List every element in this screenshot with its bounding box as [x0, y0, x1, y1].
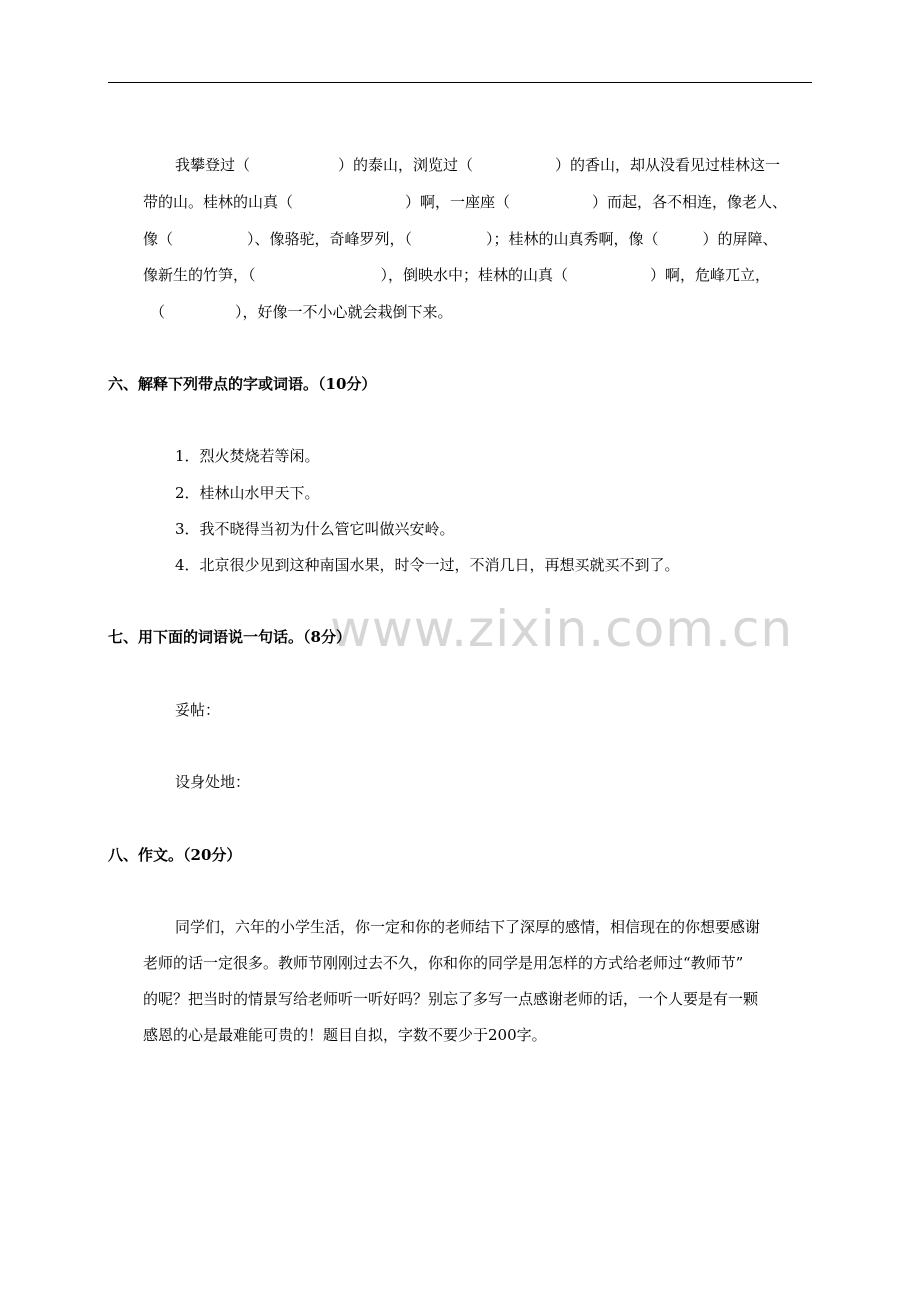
- passage-text: （: [150, 303, 166, 321]
- section-6-item-3: 3．我不晓得当初为什么管它叫做兴安岭。: [175, 520, 455, 538]
- passage-text: ）的屏障、: [702, 230, 778, 248]
- passage-text: ）的泰山，浏览过（: [338, 156, 474, 174]
- passage-text: ），好像一不小心就会栽倒下来。: [235, 303, 453, 321]
- section-6-item-2: 2．桂林山水甲天下。: [175, 484, 320, 502]
- passage-text: ）的香山，却从没看见过桂林这一: [555, 156, 781, 174]
- watermark: www.zixin.com.cn: [330, 600, 794, 658]
- section-6-heading: 六、解释下列带点的字或词语。（10分）: [108, 375, 377, 393]
- section-7-word-1: 妥帖：: [175, 701, 221, 719]
- essay-prompt-line-3: 的呢？把当时的情景写给老师听一听好吗？别忘了多写一点感谢老师的话，一个人要是有一颗: [143, 990, 759, 1008]
- passage-text: ）；桂林的山真秀啊，像（: [486, 230, 659, 248]
- section-6-item-1: 1．烈火焚烧若等闲。: [175, 447, 320, 465]
- passage-text: ）啊，危峰兀立，: [650, 266, 771, 284]
- passage-text: ）、像骆驼，奇峰罗列，（: [247, 230, 413, 248]
- passage-text: ）啊，一座座（: [405, 193, 511, 211]
- passage-text: 像（: [143, 230, 174, 248]
- essay-prompt-line-2: 老师的话一定很多。教师节刚刚过去不久，你和你的同学是用怎样的方式给老师过“教师节”: [143, 954, 744, 972]
- passage-line-3: [143, 229, 778, 249]
- passage-text: ）而起，各不相连，像老人、: [592, 193, 788, 211]
- passage-text: ），倒映水中；桂林的山真（: [380, 266, 569, 284]
- passage-line-2: [143, 192, 787, 212]
- passage-text: 像新生的竹笋，（: [143, 266, 256, 284]
- section-8-heading: 八、作文。（20分）: [108, 846, 242, 864]
- passage-text: 带的山。桂林的山真（: [143, 193, 294, 211]
- essay-prompt-line-4: 感恩的心是最难能可贵的！题目自拟，字数不要少于200字。: [143, 1026, 547, 1044]
- passage-text: 我攀登过（: [175, 156, 251, 174]
- section-7-heading: 七、用下面的词语说一句话。（8分）: [108, 628, 351, 646]
- passage-line-1: [175, 155, 780, 175]
- passage-line-5: [150, 302, 453, 322]
- essay-prompt-line-1: 同学们，六年的小学生活，你一定和你的老师结下了深厚的感情，相信现在的你想要感谢: [175, 918, 761, 936]
- passage-line-4: [143, 265, 770, 285]
- section-6-item-4: 4．北京很少见到这种南国水果，时令一过，不消几日，再想买就买不到了。: [175, 556, 680, 574]
- section-7-word-2: 设身处地：: [175, 773, 251, 791]
- header-rule: [108, 82, 812, 83]
